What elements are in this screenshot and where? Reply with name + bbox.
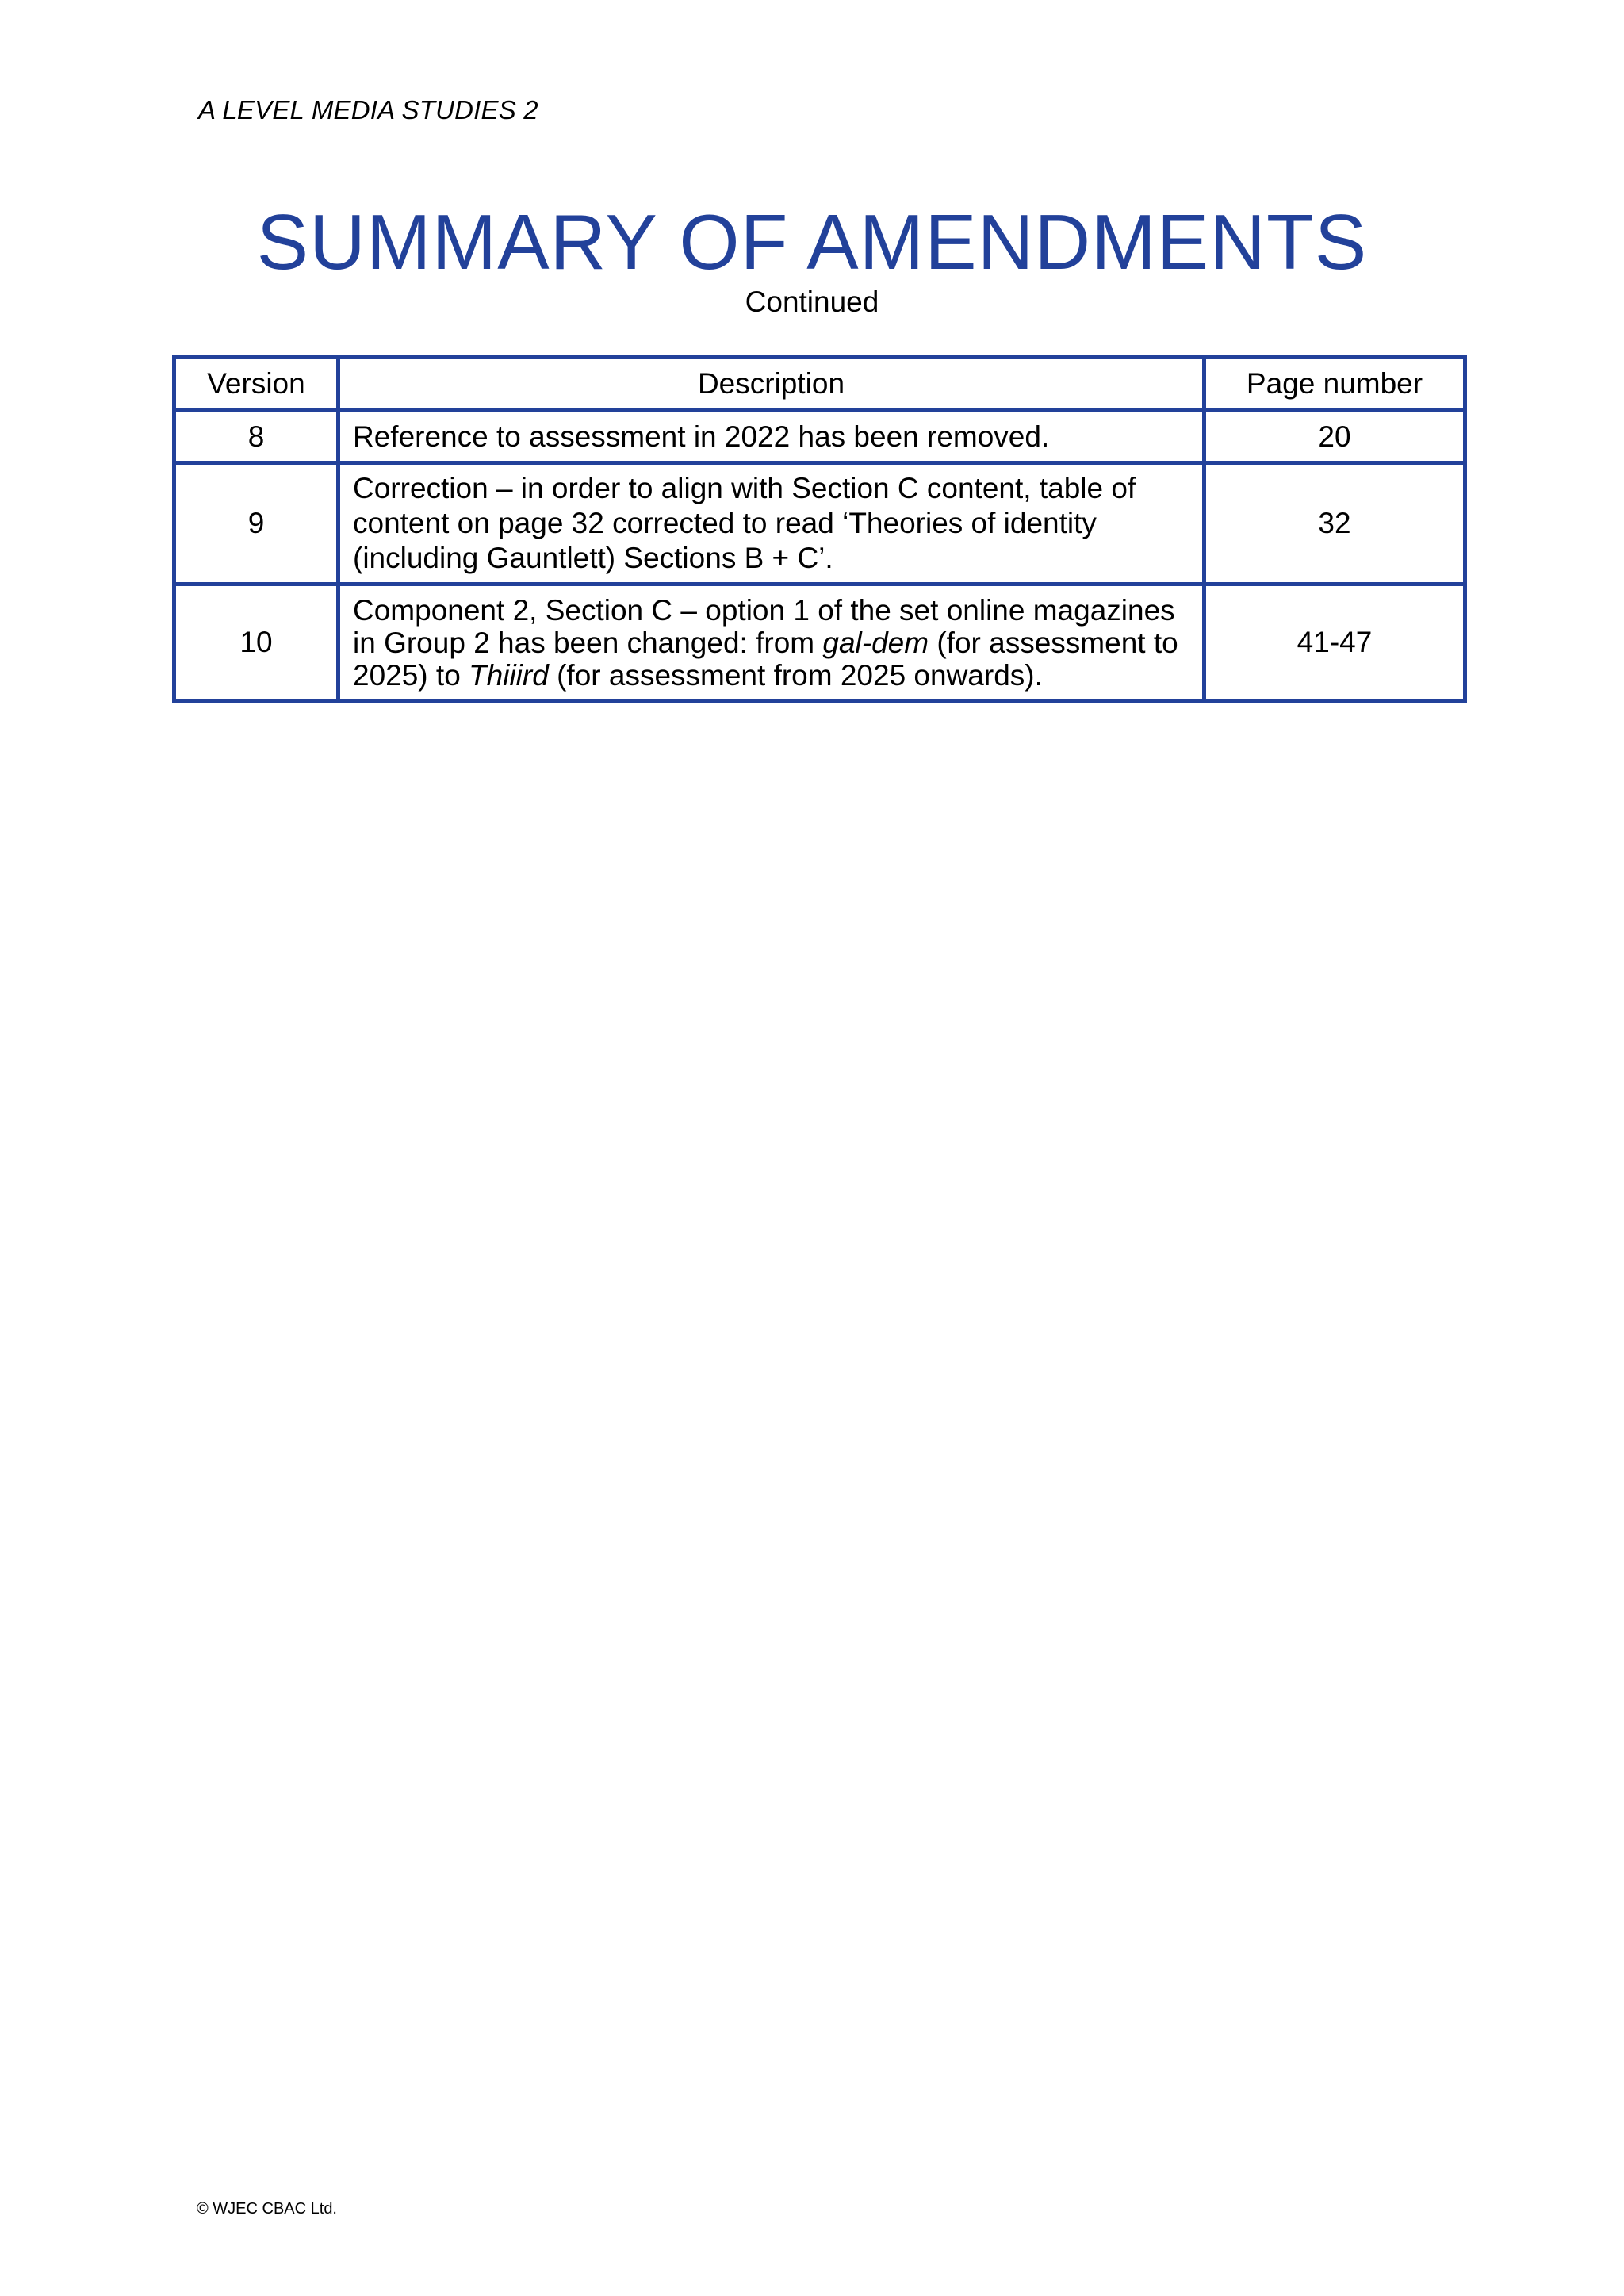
column-header-page-number: Page number <box>1205 358 1465 411</box>
table-row <box>174 463 1465 585</box>
page-number-cell: 20 <box>1205 411 1465 463</box>
version-cell: 10 <box>174 585 339 701</box>
column-header-version: Version <box>174 358 339 411</box>
page-title: SUMMARY OF AMENDMENTS <box>256 198 1368 286</box>
description-text: (for assessment to 2025) to <box>353 626 1178 692</box>
description-cell: Correction – in order to align with Section C content, table of content on page 32 corrected to read ‘Theories of identity (including Gauntlett) Sections B + C’. <box>339 463 1205 585</box>
version-cell: 8 <box>174 411 339 463</box>
description-text: Component 2, Section C – option 1 of the set online magazines in Group 2 has been changed: from <box>353 593 1175 659</box>
copyright-footer: © WJEC CBAC Ltd. <box>197 2200 337 2217</box>
page-number-cell: 41-47 <box>1205 585 1465 701</box>
description-cell: Reference to assessment in 2022 has been removed. <box>339 411 1205 463</box>
magazine-title-thiiird: Thiiird <box>469 658 549 692</box>
column-header-description: Description <box>339 358 1205 411</box>
magazine-title-gal-dem: gal-dem <box>822 626 929 659</box>
running-header: A LEVEL MEDIA STUDIES 2 <box>198 95 538 125</box>
description-cell <box>339 585 1205 701</box>
table-row <box>174 585 1465 701</box>
page-subtitle: Continued <box>745 286 879 318</box>
table-row <box>174 411 1465 463</box>
page-number-cell: 32 <box>1205 463 1465 585</box>
version-cell: 9 <box>174 463 339 585</box>
description-text: (for assessment from 2025 onwards). <box>548 658 1043 692</box>
table-header-row <box>174 358 1465 411</box>
amendments-table <box>172 355 1467 703</box>
